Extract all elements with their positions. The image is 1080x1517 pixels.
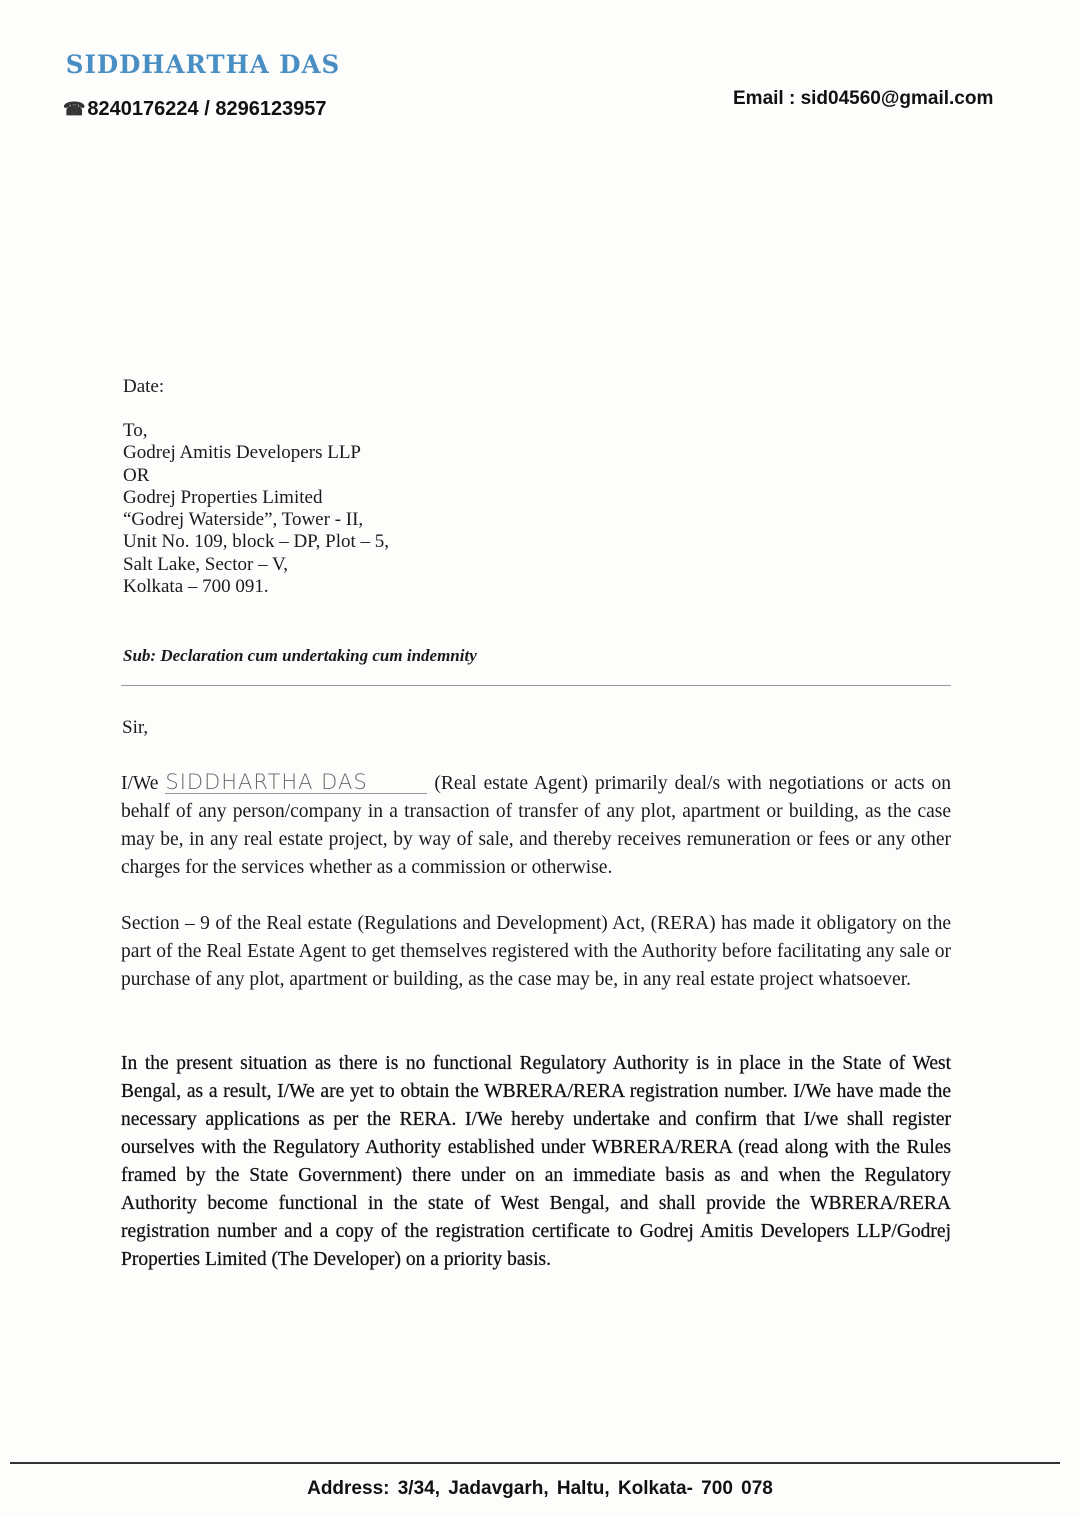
paragraph-rera-section: Section – 9 of the Real estate (Regulations and Development) Act, (RERA) has made it obligatory on the part of the Real Estate Agent to get themselves registered with the Authority before facilitating any sale or purchase of any plot, apartment or building, as the case may be, in any real estate project whatsoever.	[121, 913, 951, 990]
address-line: OR	[123, 464, 150, 486]
paragraph-agent-declaration	[121, 770, 951, 882]
address-line: Godrej Amitis Developers LLP	[123, 442, 361, 464]
address-line: Unit No. 109, block – DP, Plot – 5,	[123, 531, 390, 553]
paragraph-undertaking: In the present situation as there is no functional Regulatory Authority is in place in the State of West Bengal, as a result, I/We are yet to obtain the WBRERA/RERA registration number. I/We have made the necessary applications as per the RERA. I/We hereby undertake and confirm that I/we shall register ourselves with the Regulatory Authority established under WBRERA/RERA (read along with the Rules framed by the State Government) there under on an immediate basis as and when the Regulatory Authority become functional in the state of West Bengal, and shall provide the WBRERA/RERA registration number and a copy of the registration certificate to Godrej Amitis Developers LLP/Godrej Properties Limited (The Developer) on a priority basis.	[121, 1053, 951, 1270]
telephone-icon: ☎	[63, 99, 86, 119]
footer-address: Address: 3/34, Jadavgarh, Haltu, Kolkata- 700 078	[307, 1478, 773, 1499]
recipient-address	[123, 420, 389, 598]
address-line: “Godrej Waterside”, Tower - II,	[123, 509, 364, 531]
address-line: Godrej Properties Limited	[123, 486, 323, 508]
p1-prefix: I/We	[121, 773, 159, 794]
handwritten-name-field: SIDDHARTHA DAS	[165, 771, 427, 794]
footer-divider	[10, 1462, 1060, 1464]
address-line: To,	[123, 420, 148, 441]
address-line: Kolkata – 700 091.	[123, 576, 269, 598]
letterhead-email: Email : sid04560@gmail.com	[733, 88, 994, 109]
letterhead-phone	[63, 98, 327, 121]
letterhead-name: SIDDHARTHA DAS	[65, 50, 341, 79]
phone-numbers: 8240176224 / 8296123957	[87, 98, 327, 120]
salutation: Sir,	[122, 717, 149, 738]
date-label: Date:	[123, 376, 165, 397]
address-line: Salt Lake, Sector – V,	[123, 553, 288, 575]
divider	[121, 685, 951, 686]
p1-text: (Real estate Agent) primarily deal/s with negotiations or acts on behalf of any person/company in a transaction of transfer of any plot, apartment or building, as the case may be, in any real estate project, by way of sale, and thereby receives remuneration or fees or any other charges for the services whether as a commission or otherwise.	[121, 773, 951, 878]
subject-line: Sub: Declaration cum undertaking cum indemnity	[123, 646, 477, 665]
